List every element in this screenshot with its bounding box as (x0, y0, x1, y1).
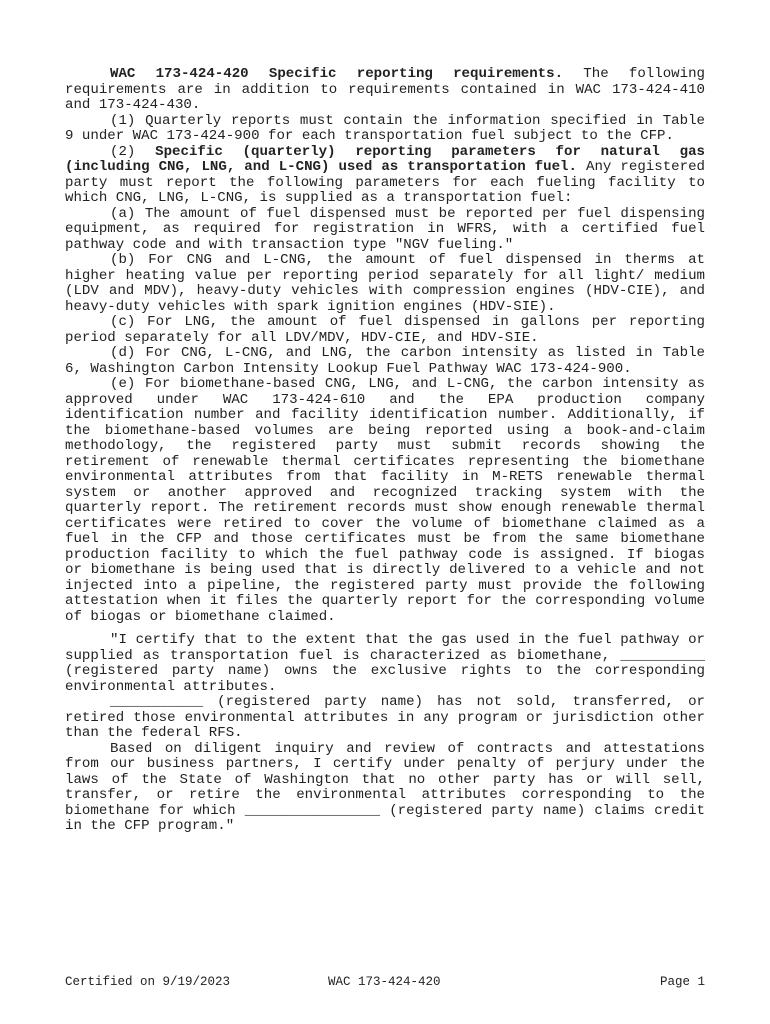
footer-page-number: Page 1 (659, 975, 705, 989)
paragraph-2-number: (2) (110, 143, 136, 160)
subparagraph-e: (e) For biomethane-based CNG, LNG, and L-CNG, the carbon intensity as approved under WAC 173-424-610 and the EPA production company identification number and facility identification number. Additionally, if the biomethane-based volumes are being reported using a book-and-claim methodology, the registered party must submit records showing the retirement of renewable thermal certificates representing the biomethane environmental attributes from that facility in M-RETS renewable thermal system or another approved and recognized tracking system with the quarterly report. The retirement records must show enough renewable thermal certificates were retired to cover the volume of biomethane claimed as a fuel in the CFP and those certificates must be from the same biomethane production facility to which the fuel pathway code is assigned. If biogas or biomethane is being used that is directly delivered to a vehicle and not injected into a pipeline, the registered party must provide the following attestation when it files the quarterly report for the corresponding volume of biogas or biomethane claimed. (65, 376, 705, 625)
attestation-paragraph-2: ___________ (registered party name) has not sold, transferred, or retired those environmental attributes in any program or jurisdiction other than the federal RFS. (65, 694, 705, 741)
footer-certified-date: Certified on 9/19/2023 (65, 975, 231, 989)
subparagraph-c: (c) For LNG, the amount of fuel dispensed in gallons per reporting period separately for all LDV/MDV, HDV-CIE, and HDV-SIE. (65, 314, 705, 346)
footer-citation: WAC 173-424-420 (328, 975, 441, 989)
subparagraph-a: (a) The amount of fuel dispensed must be reported per fuel dispensing equipment, as required for registration in WFRS, with a certified fuel pathway code and with transaction type "NGV fueling." (65, 205, 705, 253)
section-intro-text: The following requirements are in addition to requirements contained in WAC 173-424-410 and 173-424-430. (65, 66, 705, 113)
subparagraph-b: (b) For CNG and L-CNG, the amount of fuel dispensed in therms at higher heating value per reporting period separately for all light/ medium (LDV and MDV), heavy-duty vehicles with compression engines (HDV-CIE), and heavy-duty vehicles with spark ignition engines (HDV-SIE). (65, 252, 705, 315)
subparagraph-d: (d) For CNG, L-CNG, and LNG, the carbon intensity as listed in Table 6, Washington Carbon Intensity Lookup Fuel Pathway WAC 173-424-900. (65, 345, 705, 377)
paragraph-2-heading: Specific (quarterly) reporting parameters for natural gas (including CNG, LNG, and L-CNG) used as transportation fuel. (65, 143, 705, 175)
paragraph-1: (1) Quarterly reports must contain the information specified in Table 9 under WAC 173-424-900 for each transportation fuel subject to the CFP. (65, 112, 705, 144)
paragraph-2-text: Any registered party must report the following parameters for each fueling facility to which CNG, LNG, L-CNG, is supplied as a transportation fuel: (65, 159, 705, 206)
section-intro-paragraph (65, 67, 705, 114)
section-heading: WAC 173-424-420 Specific reporting requirements. (110, 66, 564, 82)
paragraph-2 (65, 145, 705, 207)
attestation-paragraph-3: Based on diligent inquiry and review of contracts and attestations from our business partners, I certify under penalty of perjury under the laws of the State of Washington that no other party has or will sell, transfer, or retire the environmental attributes corresponding to the biomethane for which ________________ (registered party name) claims credit in the CFP program." (65, 740, 705, 834)
attestation-paragraph-1: "I certify that to the extent that the gas used in the fuel pathway or supplied as transportation fuel is characterized as biomethane, __________ (registered party name) owns the exclusive rights to the corresponding environmental attributes. (65, 632, 705, 695)
page-footer (65, 975, 705, 991)
document-body (65, 67, 705, 835)
